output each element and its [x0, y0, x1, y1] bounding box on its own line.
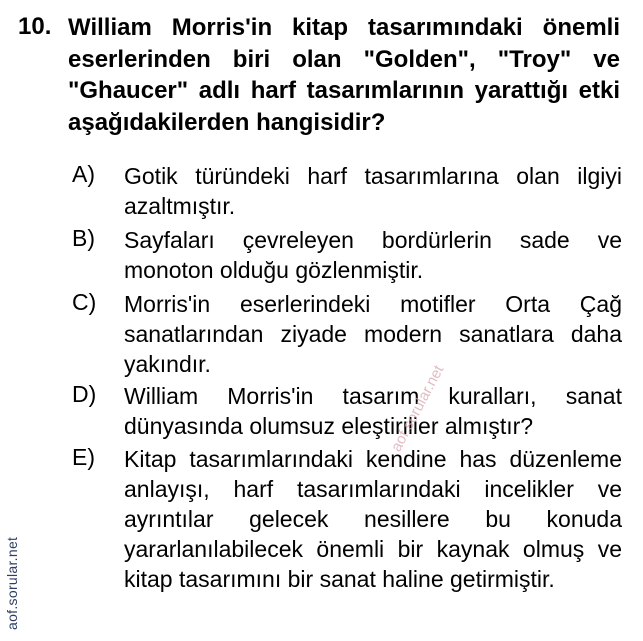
option-a-text: Gotik türündeki harf tasarımlarına olan ilgiyi azaltmıştır.	[124, 163, 622, 219]
diagonal-watermark: aof.sorular.net	[387, 362, 448, 455]
option-d-text: William Morris'in tasarım kuralları, sanat dünyasında olumsuz eleştirilier almıştır?	[124, 383, 622, 439]
option-e-letter: E)	[72, 444, 95, 470]
option-b-letter: B)	[72, 225, 95, 251]
option-a-letter: A)	[72, 161, 95, 187]
option-d-letter: D)	[72, 381, 97, 407]
question-number: 10.	[18, 13, 52, 40]
option-c-text: Morris'in eserlerindeki motifler Orta Çağ sanatlarından ziyade modern sanatlara daha yakındır.	[124, 291, 622, 377]
option-c-letter: C)	[72, 289, 97, 315]
option-b-text: Sayfaları çevreleyen bordürlerin sade ve monoton olduğu gözlenmiştir.	[124, 227, 622, 283]
side-watermark: aof.sorular.net	[4, 536, 20, 630]
option-e-text: Kitap tasarımlarındaki kendine has düzenleme anlayışı, harf tasarımlarındaki incelikler ve ayrıntılar gelecek nesillere bu konuda yararlanılabilecek önemli bir kaynak olmuş ve kitap tasarımını bir sanat haline getirmiştir.	[124, 446, 622, 592]
question-text: William Morris'in kitap tasarımındaki önemli eserlerinden biri olan "Golden", "Troy" ve "Ghaucer" adlı harf tasarımlarının yarattığı etki aşağıdakilerden hangisidir?	[68, 14, 620, 136]
